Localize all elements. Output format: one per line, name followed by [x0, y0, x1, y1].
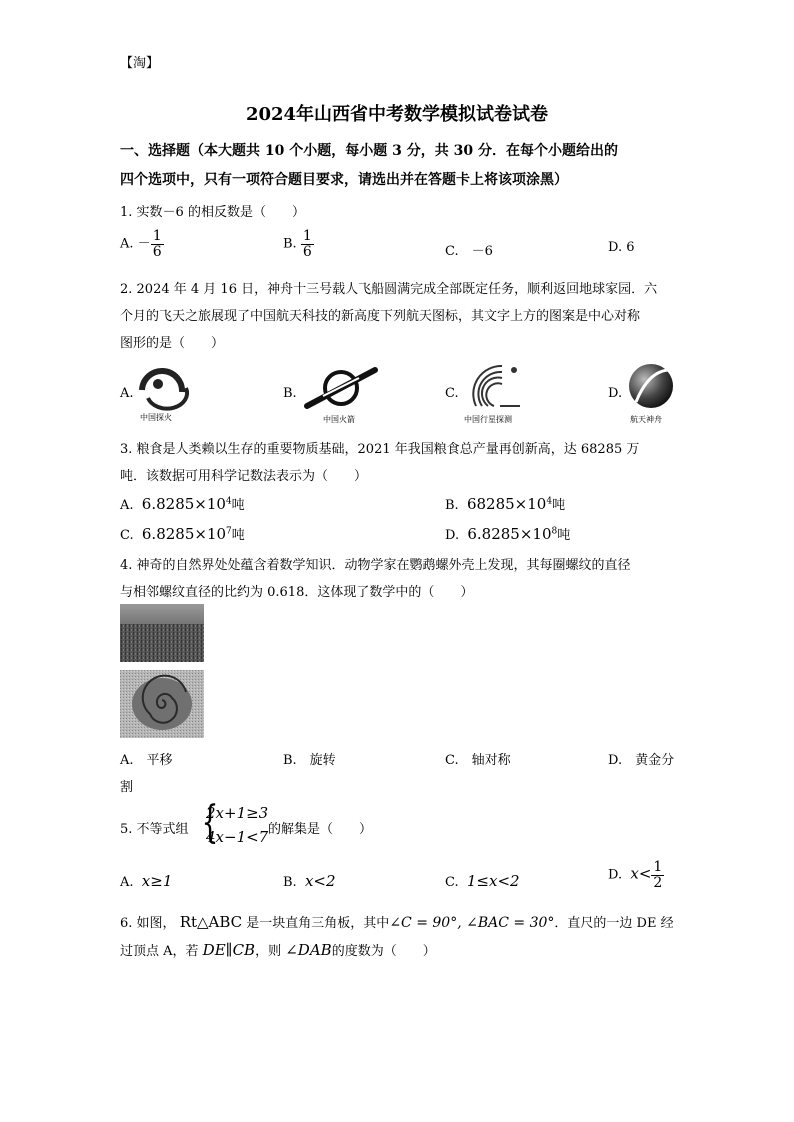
china-rocket-logo	[303, 366, 381, 426]
q1-option-a-numerator: 1	[152, 228, 162, 244]
q3-stem-line1: 3. 粮食是人类赖以生存的重要物质基础，2021 年我国粮食总产量再创新高，达 68285 万	[120, 442, 640, 457]
nautilus-shell-photo	[120, 670, 204, 738]
q5-option-d-fraction	[651, 860, 664, 890]
q5-option-d-numerator: 1	[653, 859, 663, 875]
q2-option-d-label: D.	[608, 386, 623, 401]
q2-option-b-label: B.	[283, 386, 297, 401]
q2-option-c-label: C.	[445, 386, 459, 401]
q6-parallel-condition: DE∥CB	[202, 941, 256, 959]
q1-option-b-label: B.	[283, 236, 297, 252]
q6-stem-line1	[120, 912, 674, 931]
q4-stem-line1: 4. 神奇的自然界处处蕴含着数学知识．动物学家在鹦鹉螺外壳上发现，其每圈螺纹的直径	[120, 558, 631, 573]
q5-option-c-value: 1≤x<2	[466, 872, 520, 890]
q3-option-d-base: 6.8285×10	[467, 525, 552, 543]
q1-option-b-denominator: 6	[302, 243, 312, 260]
q2-stem-line3: 图形的是（ ）	[120, 336, 225, 351]
q5-option-b-label: B.	[283, 875, 297, 890]
q5-option-a	[120, 872, 172, 890]
q3-option-b-base: 68285×10	[466, 495, 547, 513]
q3-option-c-unit: 吨	[231, 528, 245, 543]
q1-option-a-label: A.	[120, 236, 134, 252]
header-tag: 【淘】	[120, 56, 160, 71]
mars-logo-icon	[134, 362, 194, 412]
q2-option-b-caption: 中国火箭	[323, 415, 355, 424]
nautilus-shell-image	[120, 670, 204, 738]
q6-text-1: 6. 如图，	[120, 916, 176, 931]
q6-angle-conditions: ∠C = 90°, ∠BAC = 30°	[389, 915, 555, 931]
q6-target-angle: ∠DAB	[285, 941, 332, 959]
q6-stem-line2	[120, 940, 436, 959]
q5-option-b-value: x<2	[304, 872, 336, 890]
q3-option-a-exponent: 4	[225, 496, 232, 507]
q3-option-a-base: 6.8285×10	[141, 495, 226, 513]
q1-option-a	[120, 229, 164, 259]
q3-option-d-exponent: 8	[551, 526, 558, 537]
q1-option-b-numerator: 1	[302, 228, 312, 244]
rocket-logo-icon	[303, 366, 381, 412]
q1-option-c: C. －6	[445, 244, 493, 259]
q3-option-a-unit: 吨	[231, 498, 245, 513]
planetary-exploration-logo	[462, 360, 534, 426]
q2-option-a-caption: 中国探火	[140, 413, 172, 422]
q1-option-a-sign: －	[137, 236, 151, 252]
page-title: 2024年山西省中考数学模拟试卷试卷	[245, 104, 549, 125]
q3-option-b-label: B.	[445, 498, 459, 513]
q1-option-a-denominator: 6	[152, 243, 162, 260]
q5-option-a-value: x≥1	[141, 872, 173, 890]
mars-exploration-logo	[134, 362, 194, 424]
grassland-image	[120, 604, 204, 662]
q6-text-6: 的度数为（ ）	[331, 944, 436, 959]
q1-option-d: D. 6	[608, 240, 635, 255]
q4-stem-line2: 与相邻螺纹直径的比约为 0.618．这体现了数学中的（ ）	[120, 585, 474, 600]
q3-option-b-unit: 吨	[552, 498, 566, 513]
q1-option-b	[283, 229, 314, 259]
q4-option-d-continued: 割	[120, 780, 134, 795]
left-brace-icon: {	[201, 797, 219, 848]
q6-text-3: ．直尺的一边 DE 经	[554, 916, 674, 931]
q4-option-c: C. 轴对称	[445, 753, 511, 768]
q3-option-c	[120, 524, 245, 543]
q2-option-d-caption: 航天神舟	[630, 415, 662, 424]
q5-option-d	[608, 860, 664, 890]
q5-inequality-2: 4x−1<7	[206, 828, 269, 846]
q2-stem-line1: 2. 2024 年 4 月 16 日，神舟十三号载人飞船圆满完成全部既定任务，顺利返回地球家园．六	[120, 282, 658, 297]
q5-stem-prefix: 5. 不等式组	[120, 822, 189, 837]
q5-option-d-label: D.	[608, 867, 623, 883]
q3-option-c-base: 6.8285×10	[141, 525, 227, 543]
q4-option-a: A. 平移	[120, 753, 173, 768]
q3-option-a	[120, 494, 245, 513]
q5-stem-suffix: 的解集是（ ）	[268, 822, 373, 837]
q3-option-d-label: D.	[445, 528, 460, 543]
q2-option-a-label: A.	[120, 386, 134, 401]
q2-option-c-caption: 中国行星探测	[464, 415, 512, 424]
q3-option-c-exponent: 7	[226, 526, 232, 537]
q4-option-b: B. 旋转	[283, 753, 336, 768]
grassland-photo	[120, 604, 204, 662]
q5-option-d-variable: x<	[630, 864, 652, 883]
q6-triangle-name: Rt△ABC	[179, 913, 243, 931]
q5-option-c	[445, 872, 520, 890]
q5-inequality-1: 2x+1≥3	[206, 804, 269, 822]
q3-option-c-label: C.	[120, 528, 134, 543]
shenzhou-logo	[626, 362, 676, 426]
q3-option-d-unit: 吨	[557, 528, 571, 543]
q6-text-2: 是一块直角三角板，其中	[246, 916, 390, 931]
q1-option-b-fraction	[301, 229, 314, 259]
q5-option-d-denominator: 2	[653, 874, 663, 891]
q2-stem-line2: 个月的飞天之旅展现了中国航天科技的新高度下列航天图标，其文字上方的图案是中心对称	[120, 309, 641, 324]
q5-option-c-label: C.	[445, 875, 459, 890]
q3-option-a-label: A.	[120, 498, 134, 513]
q5-option-b	[283, 872, 336, 890]
q5-option-a-label: A.	[120, 875, 134, 890]
q3-option-b-exponent: 4	[546, 496, 553, 507]
shenzhou-logo-icon	[626, 362, 676, 412]
q3-option-d	[445, 524, 570, 543]
q6-text-5: ，则	[255, 944, 282, 959]
q3-stem-line2: 吨．该数据可用科学记数法表示为（ ）	[120, 469, 368, 484]
section-instructions-line1: 一、选择题（本大题共 10 个小题，每小题 3 分，共 30 分．在每个小题给出的	[120, 143, 618, 159]
q3-option-b	[445, 494, 565, 513]
section-instructions-line2: 四个选项中，只有一项符合题目要求，请选出并在答题卡上将该项涂黑）	[120, 172, 568, 188]
planet-logo-icon	[462, 360, 534, 412]
q4-option-d: D. 黄金分	[608, 753, 675, 768]
q6-text-4: 过顶点 A，若	[120, 944, 199, 959]
q1-stem: 1. 实数－6 的相反数是（ ）	[120, 205, 305, 220]
q1-option-a-fraction	[151, 229, 164, 259]
